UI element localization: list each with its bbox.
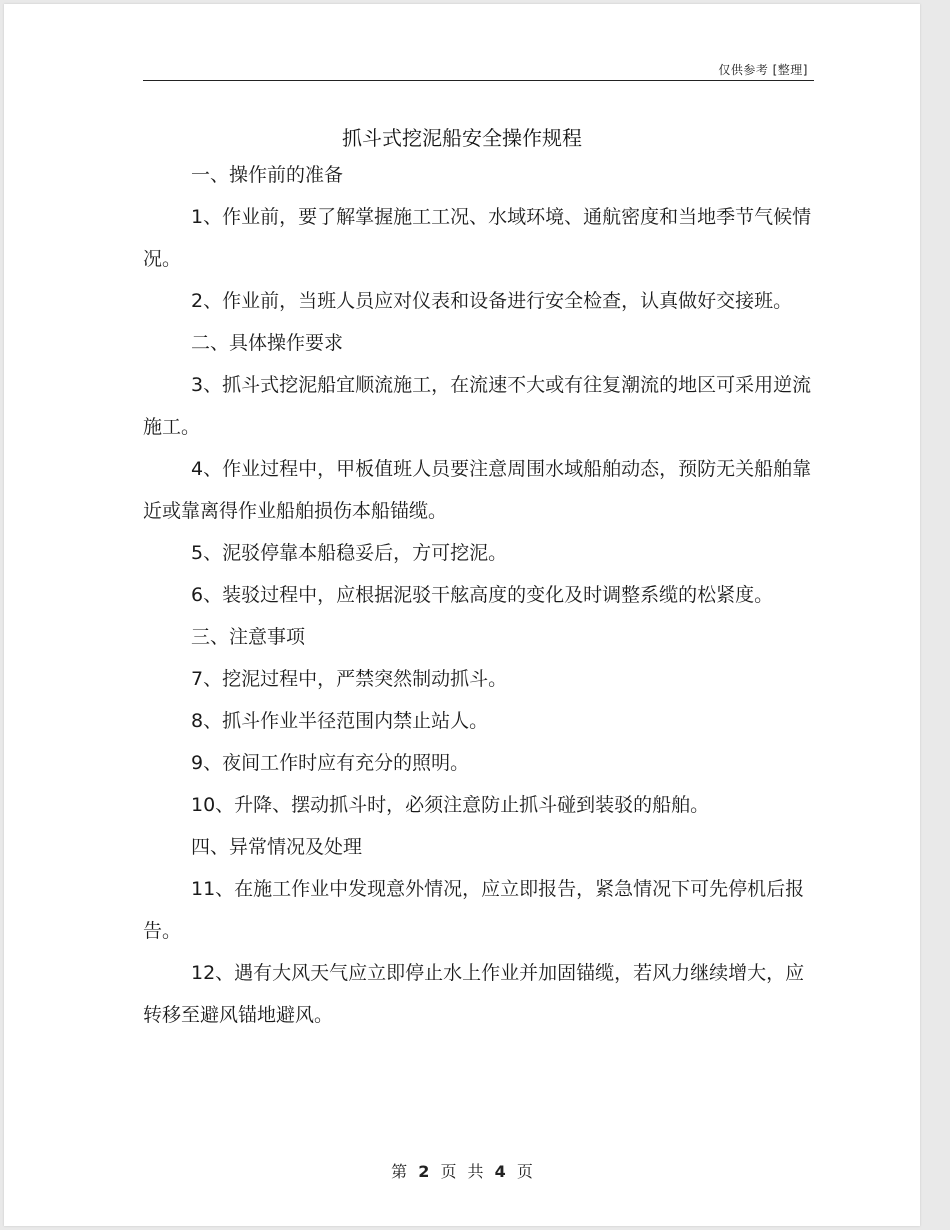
paragraph: 11、在施工作业中发现意外情况，应立即报告，紧急情况下可先停机后报告。 (143, 878, 805, 942)
document-page (4, 4, 920, 1226)
current-page-number: 2 (418, 1162, 430, 1181)
total-page-count: 4 (494, 1162, 506, 1181)
paragraph: 6、装驳过程中，应根据泥驳干舷高度的变化及时调整系缆的松紧度。 (191, 584, 774, 606)
section-heading: 一、操作前的准备 (191, 164, 344, 186)
footer-prefix: 第 (391, 1162, 408, 1181)
paragraph: 1、作业前，要了解掌握施工工况、水域环境、通航密度和当地季节气候情况。 (143, 206, 812, 270)
document-body (143, 154, 818, 1036)
document-title: 抓斗式挖泥船安全操作规程 (342, 126, 582, 150)
section-heading: 三、注意事项 (191, 626, 306, 648)
paragraph: 12、遇有大风天气应立即停止水上作业并加固锚缆，若风力继续增大，应转移至避风锚地避风。 (143, 962, 805, 1026)
paragraph: 3、抓斗式挖泥船宜顺流施工，在流速不大或有往复潮流的地区可采用逆流施工。 (143, 374, 812, 438)
section-heading: 二、具体操作要求 (191, 332, 344, 354)
section-heading: 四、异常情况及处理 (191, 836, 363, 858)
paragraph: 5、泥驳停靠本船稳妥后，方可挖泥。 (191, 542, 508, 564)
paragraph: 2、作业前，当班人员应对仪表和设备进行安全检查，认真做好交接班。 (191, 290, 793, 312)
paragraph: 10、升降、摆动抓斗时，必须注意防止抓斗碰到装驳的船舶。 (191, 794, 710, 816)
footer-middle: 页 共 (440, 1162, 484, 1181)
paragraph: 8、抓斗作业半径范围内禁止站人。 (191, 710, 489, 732)
header-note: 仅供参考 [整理] (718, 63, 808, 77)
paragraph: 9、夜间工作时应有充分的照明。 (191, 752, 470, 774)
header-divider (143, 80, 814, 81)
paragraph: 4、作业过程中，甲板值班人员要注意周围水域船舶动态，预防无关船舶靠近或靠离得作业船舶损伤本船锚缆。 (143, 458, 812, 522)
paragraph: 7、挖泥过程中，严禁突然制动抓斗。 (191, 668, 508, 690)
page-footer (4, 1159, 920, 1182)
footer-suffix: 页 (516, 1162, 533, 1181)
